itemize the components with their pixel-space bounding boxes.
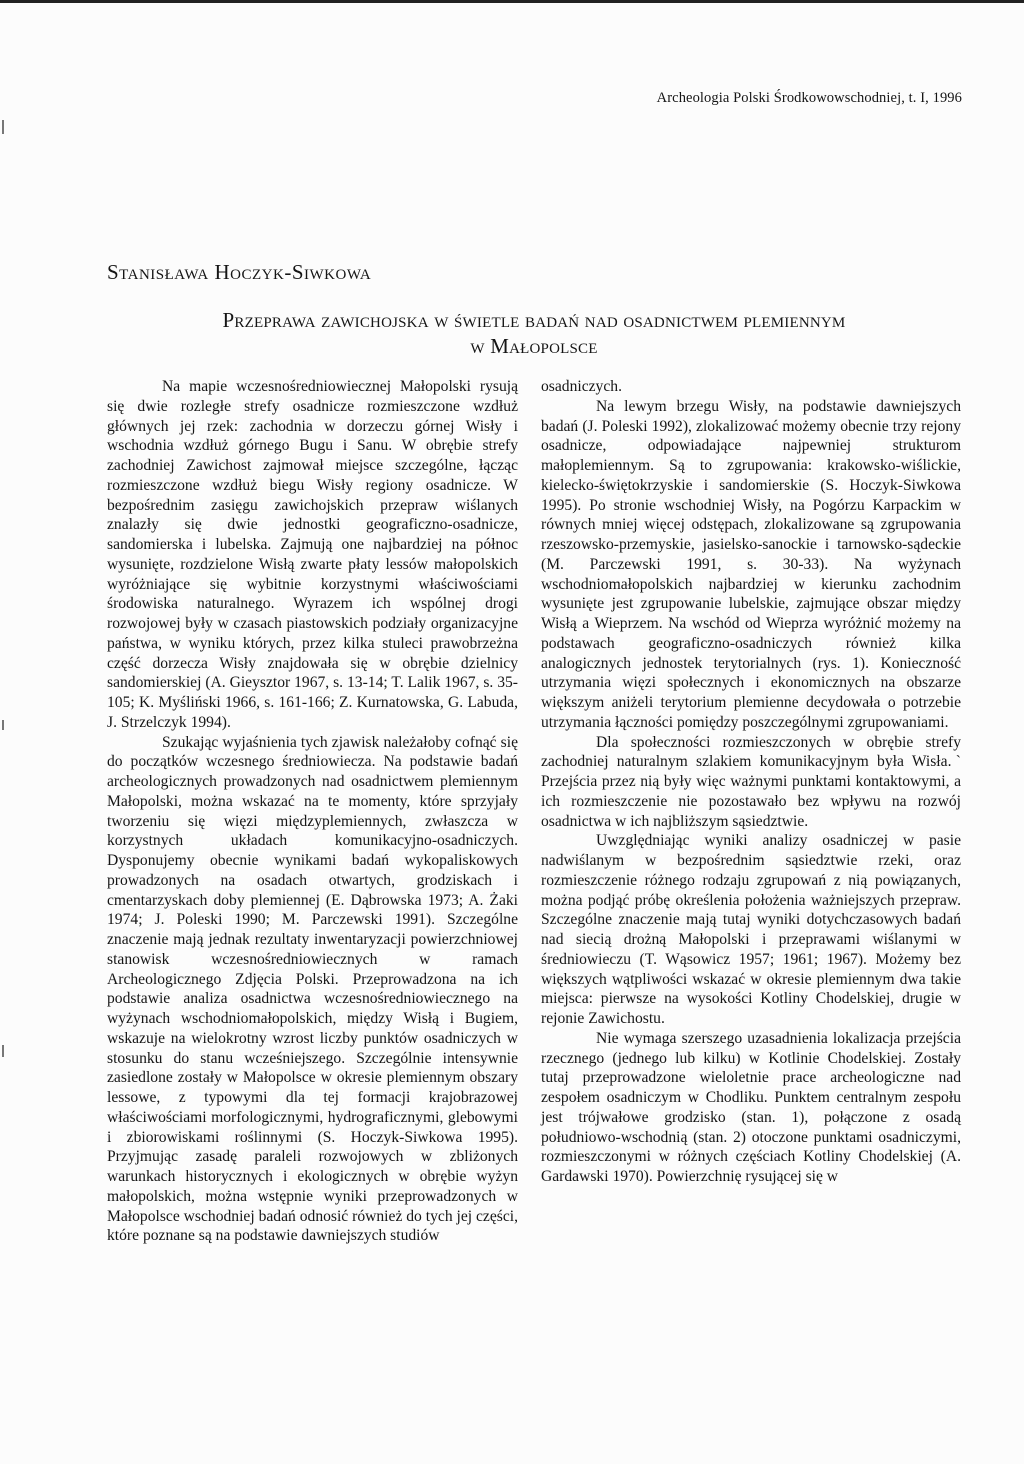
- paragraph: Szukając wyjaśnienia tych zjawisk należałoby cofnąć się do początków wczesnego średniowiecza. Na podstawie badań archeologicznych prowadzonych nad osadnictwem plemiennym Małopolski, można wskazać na te momenty, które sprzyjały tworzeniu się więzi międzyplemiennych, zwłaszcza w korzystnych układach komunikacyjno-osadniczych. Dysponujemy obecnie wynikami badań wykopaliskowych prowadzonych na osadach otwartych, grodziskach i cmentarzyskach doby plemiennej (E. Dąbrowska 1973; A. Żaki 1974; J. Poleski 1990; M. Parczewski 1991). Szczególne znaczenie mają jednak rezultaty inwentaryzacji powierzchniowej stanowisk wczesnośredniowiecznych w ramach Archeologicznego Zdjęcia Polski. Przeprowadzona na ich podstawie analiza osadnictwa wczesnośredniowiecznego na wyżynach wschodniomałopolskich, między Wisłą i Bugiem, wskazuje na wielokrotny wzrost liczby punktów osadniczych w stosunku do stanu wcześniejszego. Szczególnie intensywnie zasiedlone zostały w Małopolsce w okresie plemiennym obszary lessowe, z typowymi dla tej formacji krajobrazowej właściwościami morfologicznymi, hydrograficznymi, glebowymi i zbiorowiskami roślinnymi (S. Hoczyk-Siwkowa 1995). Przyjmując zasadę paraleli rozwojowych w zbliżonych warunkach historycznych i ekologicznych w obrębie wyżyn małopolskich, można wstępnie wyniki przeprowadzonych w Małopolsce wschodniej badań odnosić również do tych jej części, które poznane są na podstawie dawniejszych studiów: [107, 733, 518, 1245]
- article-title-line-1: Przeprawa zawichojska w świetle badań nad osadnictwem plemiennym: [222, 308, 846, 332]
- paragraph: Nie wymaga szerszego uzasadnienia lokalizacja przejścia rzecznego (jednego lub kilku) w Kotlinie Chodelskiej. Zostały tutaj przeprowadzone wieloletnie prace archeologiczne nad zespołem osadniczym w Chodliku. Punktem centralnym zespołu jest trójwałowe grodzisko (stan. 1), połączone z osadą południowo-wschodnią (stan. 2) otoczone punktami osadniczymi, rozmieszczonymi w różnych częściach Kotliny Chodelskiej (A. Gardawski 1970). Powierzchnię rysującej się w: [541, 1029, 961, 1185]
- left-column: [107, 377, 518, 1246]
- article-title-line-2: w Małopolsce: [470, 334, 598, 358]
- paragraph: Na lewym brzegu Wisły, na podstawie dawniejszych badań (J. Poleski 1992), zlokalizować możemy obecnie trzy rejony osadnicze, odpowiadające najpewniej strukturom małoplemiennym. Są to zgrupowania: krakowsko-wiślickie, kielecko-świętokrzyskie i sandomierskie (S. Hoczyk-Siwkowa 1995). Po stronie wschodniej Wisły, na Pogórzu Karpackim w równych mniej więcej odstępach, zlokalizowane są zgrupowania rzeszowsko-przemyskie, jasielsko-sanockie i tarnowsko-sądeckie (M. Parczewski 1991, s. 30-33). Na wyżynach wschodniomałopolskich najbardziej w kierunku zachodnim wysunięte jest zgrupowanie lubelskie, zajmujące obszar między Wisłą a Wieprzem. Na wschód od Wieprza wyróżnić możemy na podstawach geograficzno-osadniczych również kilka analogicznych jednostek terytorialnych (rys. 1). Konieczność utrzymania więzi społecznych i ekonomicznych na obszarze większym aniżeli terytorium plemienne decydowała o potrzebie utrzymania łączności pomiędzy poszczególnymi zgrupowaniami.: [541, 397, 961, 731]
- right-column: [541, 377, 961, 1187]
- paragraph: Uwzględniając wyniki analizy osadniczej w pasie nadwiślanym w bezpośrednim sąsiedztwie rzeki, oraz rozmieszczenie różnego rodzaju zgrupowań z nią powiązanych, można podjąć próbę określenia położenia ważniejszych przepraw. Szczególne znaczenie mają tutaj wyniki dotychczasowych badań nad siecią drożną Małopolski i przeprawami wiślanymi w średniowieczu (T. Wąsowicz 1957; 1961; 1967). Możemy bez większych wątpliwości wskazać w okresie plemiennym dwa takie miejsca: pierwsze na wysokości Kotliny Chodelskiej, drugie w rejonie Zawichostu.: [541, 832, 961, 1027]
- running-head: Archeologia Polski Środkowowschodniej, t. I, 1996: [656, 90, 962, 106]
- paragraph: Na mapie wczesnośredniowiecznej Małopolski rysują się dwie rozległe strefy osadnicze rozmieszczone wzdłuż głównych jej rzek: zachodnia w dorzeczu górnej Wisły i wschodnia wzdłuż górnego Bugu i Sanu. W obrębie strefy zachodniej Zawichost zajmował miejsce szczególne, łącząc rozmieszczone wzdłuż biegu Wisły regiony osadnicze. W bezpośrednim zasięgu zawichojskich przepraw wiślanych znalazły się dwie jednostki geograficzno-osadnicze, sandomierska i lubelska. Zajmują one najbardziej na północ wysunięte, rozdzielone Wisłą zwarte płaty lessów małopolskich wyróżniające się wybitnie korzystnymi właściwościami środowiska naturalnego. Wyrazem ich wspólnej drogi rozwojowej były w czasach piastowskich podziały organizacyjne państwa, w wyniku których, przez kilka stuleci prawobrzeżna część dorzecza Wisły znajdowała się w obrębie dzielnicy sandomierskiej (A. Gieysztor 1967, s. 13-14; T. Lalik 1967, s. 35-105; K. Myśliński 1966, s. 161-166; Z. Kurnatowska, G. Labuda, J. Strzelczyk 1994).: [107, 378, 518, 731]
- paragraph: Dla społeczności rozmieszczonych w obrębie strefy zachodniej naturalnym szlakiem komunikacyjnym była Wisła.ˋ Przejścia przez nią były więc ważnymi punktami kontaktowymi, a ich rozmieszczenie nie pozostawało bez wpływu na rozwój osadnictwa w ich najbliższym sąsiedztwie.: [541, 733, 961, 830]
- article-title: [107, 307, 961, 359]
- author-name: Stanisława Hoczyk-Siwkowa: [107, 260, 372, 284]
- paragraph-continuation: osadniczych.: [541, 378, 622, 395]
- scan-edge: [0, 0, 1024, 3]
- scan-margin-mark: [2, 1045, 4, 1057]
- scan-margin-mark: [2, 720, 4, 730]
- scan-margin-mark: [2, 120, 4, 134]
